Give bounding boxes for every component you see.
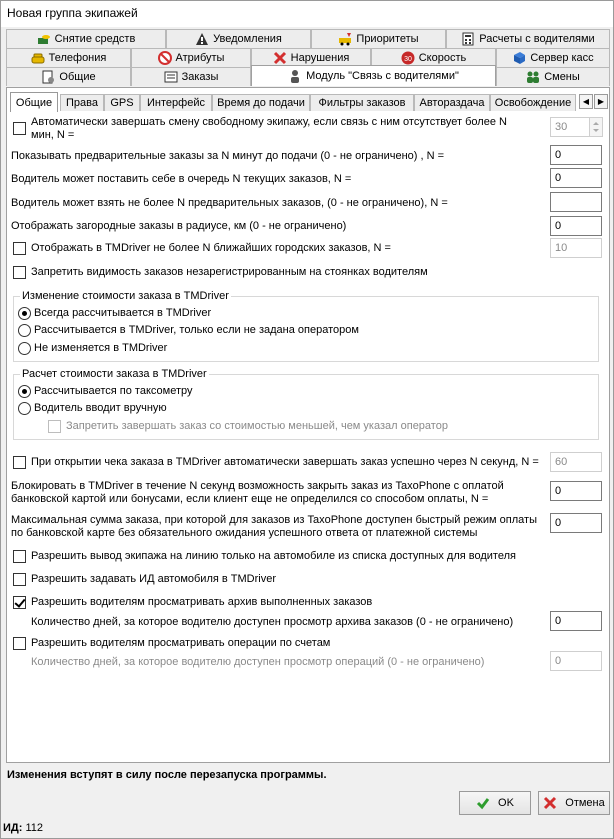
sub-tabs xyxy=(10,91,608,111)
auto-end-shift-spinner[interactable] xyxy=(589,117,603,137)
price-calc-radio-taximeter[interactable] xyxy=(18,385,31,398)
subtab-obshie[interactable]: Общие xyxy=(10,92,58,112)
price-calc-option-taximeter: Рассчитывается по таксометру xyxy=(34,385,193,397)
warning-icon xyxy=(195,32,209,46)
nearest-city-input[interactable]: 10 xyxy=(550,238,602,258)
nearest-city-label: Отображать в TMDriver не более N ближайших городских заказов, N = xyxy=(31,242,391,254)
subtab-prava[interactable]: Права xyxy=(60,94,104,111)
set-car-id-checkbox[interactable] xyxy=(13,573,26,586)
subtab-osvobozhdenie[interactable]: Освобождение xyxy=(490,94,576,111)
settings-panel xyxy=(6,87,610,763)
operations-days-input[interactable]: 0 xyxy=(550,651,602,671)
ok-button[interactable]: OK xyxy=(459,791,531,815)
auto-complete-label: При открытии чека заказа в TMDriver автоматически завершать заказ успешно через N секунд, N = xyxy=(31,456,539,468)
coins-icon xyxy=(37,32,51,46)
tab-smeny[interactable]: Смены xyxy=(496,67,610,86)
line-only-available-checkbox[interactable] xyxy=(13,550,26,563)
archive-days-label: Количество дней, за которое водителю доступен просмотр архива заказов (0 - не ограничено) xyxy=(31,616,514,628)
view-archive-checkbox[interactable] xyxy=(13,596,26,609)
archive-days-input[interactable]: 0 xyxy=(550,611,602,631)
max-sum-label-1: Максимальная сумма заказа, при которой для заказов из TaxoPhone доступен быстрый режим оплаты xyxy=(11,514,537,526)
price-change-radio-always[interactable] xyxy=(18,307,31,320)
subtab-interfeys[interactable]: Интерфейс xyxy=(140,94,212,111)
preorders-minutes-input[interactable]: 0 xyxy=(550,145,602,165)
price-change-option-always: Всегда рассчитывается в TMDriver xyxy=(34,307,212,319)
id-display xyxy=(3,822,43,834)
auto-end-shift-label: Автоматически завершать смену свободному экипажу, если связь с ним отсутствует более N xyxy=(31,116,507,128)
suburban-radius-label: Отображать загородные заказы в радиусе, км (0 - не ограничено) xyxy=(11,220,347,232)
price-change-group-title: Изменение стоимости заказа в TMDriver xyxy=(22,290,229,302)
no-smoking-icon xyxy=(158,51,172,65)
person-icon xyxy=(288,69,302,83)
tab-prioritety[interactable]: Приоритеты xyxy=(311,29,446,48)
forbid-less-label: Запретить завершать заказ со стоимостью меньшей, чем указал оператор xyxy=(66,420,448,432)
window-title: Новая группа экипажей xyxy=(1,1,613,27)
operations-days-label: Количество дней, за которое водителю доступен просмотр операций (0 - не ограничено) xyxy=(31,656,485,668)
id-value: 112 xyxy=(25,822,44,834)
tab-row-3 xyxy=(6,67,610,86)
view-operations-label: Разрешить водителям просматривать операции по счетам xyxy=(31,637,331,649)
take-preorders-label: Водитель может взять не более N предварительных заказов, (0 - не ограничено), N = xyxy=(11,197,448,209)
price-calc-group-title: Расчет стоимости заказа в TMDriver xyxy=(22,368,207,380)
block-close-label-2: банковской картой или бонусами, если клиент еще не определился со способом оплаты, N = xyxy=(11,493,489,505)
price-calc-group xyxy=(13,368,599,440)
settings-doc-icon xyxy=(41,70,55,84)
calculator-icon xyxy=(461,32,475,46)
price-change-option-if-not-set: Рассчитывается в TMDriver, только если не задана оператором xyxy=(34,324,359,336)
tab-zakazy[interactable]: Заказы xyxy=(131,67,251,86)
auto-end-shift-label-2: мин, N = xyxy=(31,129,75,141)
subtab-vremya[interactable]: Время до подачи xyxy=(212,94,310,111)
id-label: ИД: xyxy=(3,822,23,834)
hide-unregistered-checkbox[interactable] xyxy=(13,266,26,279)
svg-text:30: 30 xyxy=(403,56,412,63)
speed-limit-icon xyxy=(401,51,415,65)
price-change-radio-never[interactable] xyxy=(18,342,31,355)
suburban-radius-input[interactable]: 0 xyxy=(550,216,602,236)
forbid-less-checkbox[interactable] xyxy=(48,420,61,433)
auto-end-shift-input[interactable]: 30 xyxy=(550,117,590,137)
tab-snyatie-sredstv[interactable]: Снятие средств xyxy=(6,29,166,48)
price-change-group xyxy=(13,290,599,362)
car-priority-icon xyxy=(338,32,352,46)
tab-atributy[interactable]: Атрибуты xyxy=(131,48,251,67)
tab-obshie[interactable]: Общие xyxy=(6,67,131,86)
red-x-icon xyxy=(273,51,287,65)
view-operations-checkbox[interactable] xyxy=(13,637,26,650)
cancel-button[interactable]: Отмена xyxy=(538,791,610,815)
auto-complete-checkbox[interactable] xyxy=(13,456,26,469)
restart-notice: Изменения вступят в силу после перезапуска программы. xyxy=(7,769,327,781)
tab-row-1 xyxy=(6,29,610,48)
cancel-x-icon xyxy=(543,796,557,810)
nearest-city-checkbox[interactable] xyxy=(13,242,26,255)
set-car-id-label: Разрешить задавать ИД автомобиля в TMDriver xyxy=(31,573,276,585)
server-icon xyxy=(512,51,526,65)
price-change-radio-if-not-set[interactable] xyxy=(18,324,31,337)
price-calc-option-manual: Водитель вводит вручную xyxy=(34,402,167,414)
take-preorders-input[interactable] xyxy=(550,192,602,212)
tab-modul-svyaz[interactable]: Модуль "Связь с водителями" xyxy=(251,65,496,86)
tab-telefoniya[interactable]: Телефония xyxy=(6,48,131,67)
tab-skorost[interactable]: 30 Скорость xyxy=(371,48,496,67)
subtab-gps[interactable]: GPS xyxy=(104,94,140,111)
queue-current-label: Водитель может поставить себе в очередь N текущих заказов, N = xyxy=(11,173,352,185)
block-close-input[interactable]: 0 xyxy=(550,481,602,501)
price-change-option-never: Не изменяется в TMDriver xyxy=(34,342,168,354)
auto-end-shift-checkbox[interactable] xyxy=(13,122,26,135)
tab-narusheniya[interactable]: Нарушения xyxy=(251,48,371,67)
check-icon xyxy=(476,796,490,810)
hide-unregistered-label: Запретить видимость заказов незарегистрированным на стоянках водителям xyxy=(31,266,428,278)
subtab-filtry[interactable]: Фильтры заказов xyxy=(310,94,414,111)
tabs-scroll-right-button[interactable]: ▶ xyxy=(594,94,608,109)
people-icon xyxy=(526,70,540,84)
preorders-minutes-label: Показывать предварительные заказы за N минут до подачи (0 - не ограничено) , N = xyxy=(11,150,445,162)
tab-server-kass[interactable]: Сервер касс xyxy=(496,48,610,67)
tab-raschety[interactable]: Расчеты с водителями xyxy=(446,29,610,48)
tabs-scroll-left-button[interactable]: ◀ xyxy=(579,94,593,109)
tab-uvedomleniya[interactable]: Уведомления xyxy=(166,29,311,48)
max-sum-label-2: по банковской карте без обязательного ожидания успешного ответа от платежной системы xyxy=(11,527,478,539)
phone-icon xyxy=(31,51,45,65)
block-close-label-1: Блокировать в TMDriver в течение N секунд возможность закрыть заказ из TaxoPhone с оплатой xyxy=(11,480,504,492)
auto-complete-input[interactable]: 60 xyxy=(550,452,602,472)
orders-icon xyxy=(164,70,178,84)
max-sum-input[interactable]: 0 xyxy=(550,513,602,533)
price-calc-radio-manual[interactable] xyxy=(18,402,31,415)
view-archive-label: Разрешить водителям просматривать архив выполненных заказов xyxy=(31,596,373,608)
line-only-available-label: Разрешить вывод экипажа на линию только на автомобиле из списка доступных для водителя xyxy=(31,550,516,562)
subtab-avtorazdacha[interactable]: Автораздача xyxy=(414,94,490,111)
queue-current-input[interactable]: 0 xyxy=(550,168,602,188)
